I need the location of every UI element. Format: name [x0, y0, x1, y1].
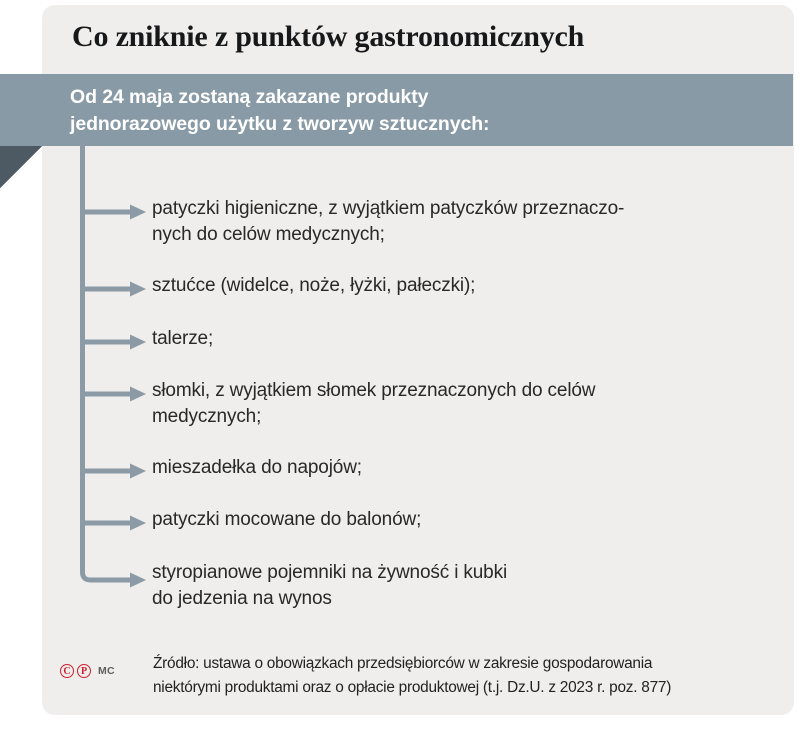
list-item	[152, 196, 624, 248]
list-item-line: do jedzenia na wynos	[152, 588, 332, 609]
page-title: Co zniknie z punktów gastronomicznych	[72, 20, 585, 53]
list-item-line: słomki, z wyjątkiem słomek przeznaczonych do celów	[152, 380, 596, 401]
source-line: Źródło: ustawa o obowiązkach przedsiębiorców w zakresie gospodarowania	[153, 655, 653, 672]
list-item-line: mieszadełka do napojów;	[152, 457, 362, 478]
list-item	[152, 378, 595, 430]
list-item	[152, 455, 362, 481]
copyright-mark	[60, 664, 115, 678]
list-item	[152, 326, 213, 352]
author-initials: MC	[98, 665, 115, 677]
list-item-line: sztućce (widelce, noże, łyżki, pałeczki);	[152, 275, 476, 296]
list-item-line: patyczki higieniczne, z wyjątkiem patyczków przeznaczo-	[152, 198, 625, 219]
banner-line: Od 24 maja zostaną zakazane produkty	[70, 86, 429, 108]
phonogram-icon: P	[77, 664, 91, 678]
banner-text	[70, 84, 770, 137]
banner-fold-corner	[0, 146, 42, 188]
list-item-line: nych do celów medycznych;	[152, 224, 385, 245]
banner-ribbon	[0, 74, 793, 146]
source-line: niektórymi produktami oraz o opłacie produktowej (t.j. Dz.U. z 2023 r. poz. 877)	[153, 679, 672, 696]
list-item	[152, 273, 475, 299]
list-item-line: talerze;	[152, 328, 214, 349]
list-item-line: medycznych;	[152, 406, 262, 427]
list-item-line: patyczki mocowane do balonów;	[152, 509, 422, 530]
list-item	[152, 560, 507, 612]
source-note	[153, 652, 793, 700]
banner-line: jednorazowego użytku z tworzyw sztucznych:	[70, 112, 490, 135]
copyright-icon: C	[60, 664, 74, 678]
footer	[60, 652, 780, 700]
list-item	[152, 507, 421, 533]
list-item-line: styropianowe pojemniki na żywność i kubki	[152, 562, 508, 583]
